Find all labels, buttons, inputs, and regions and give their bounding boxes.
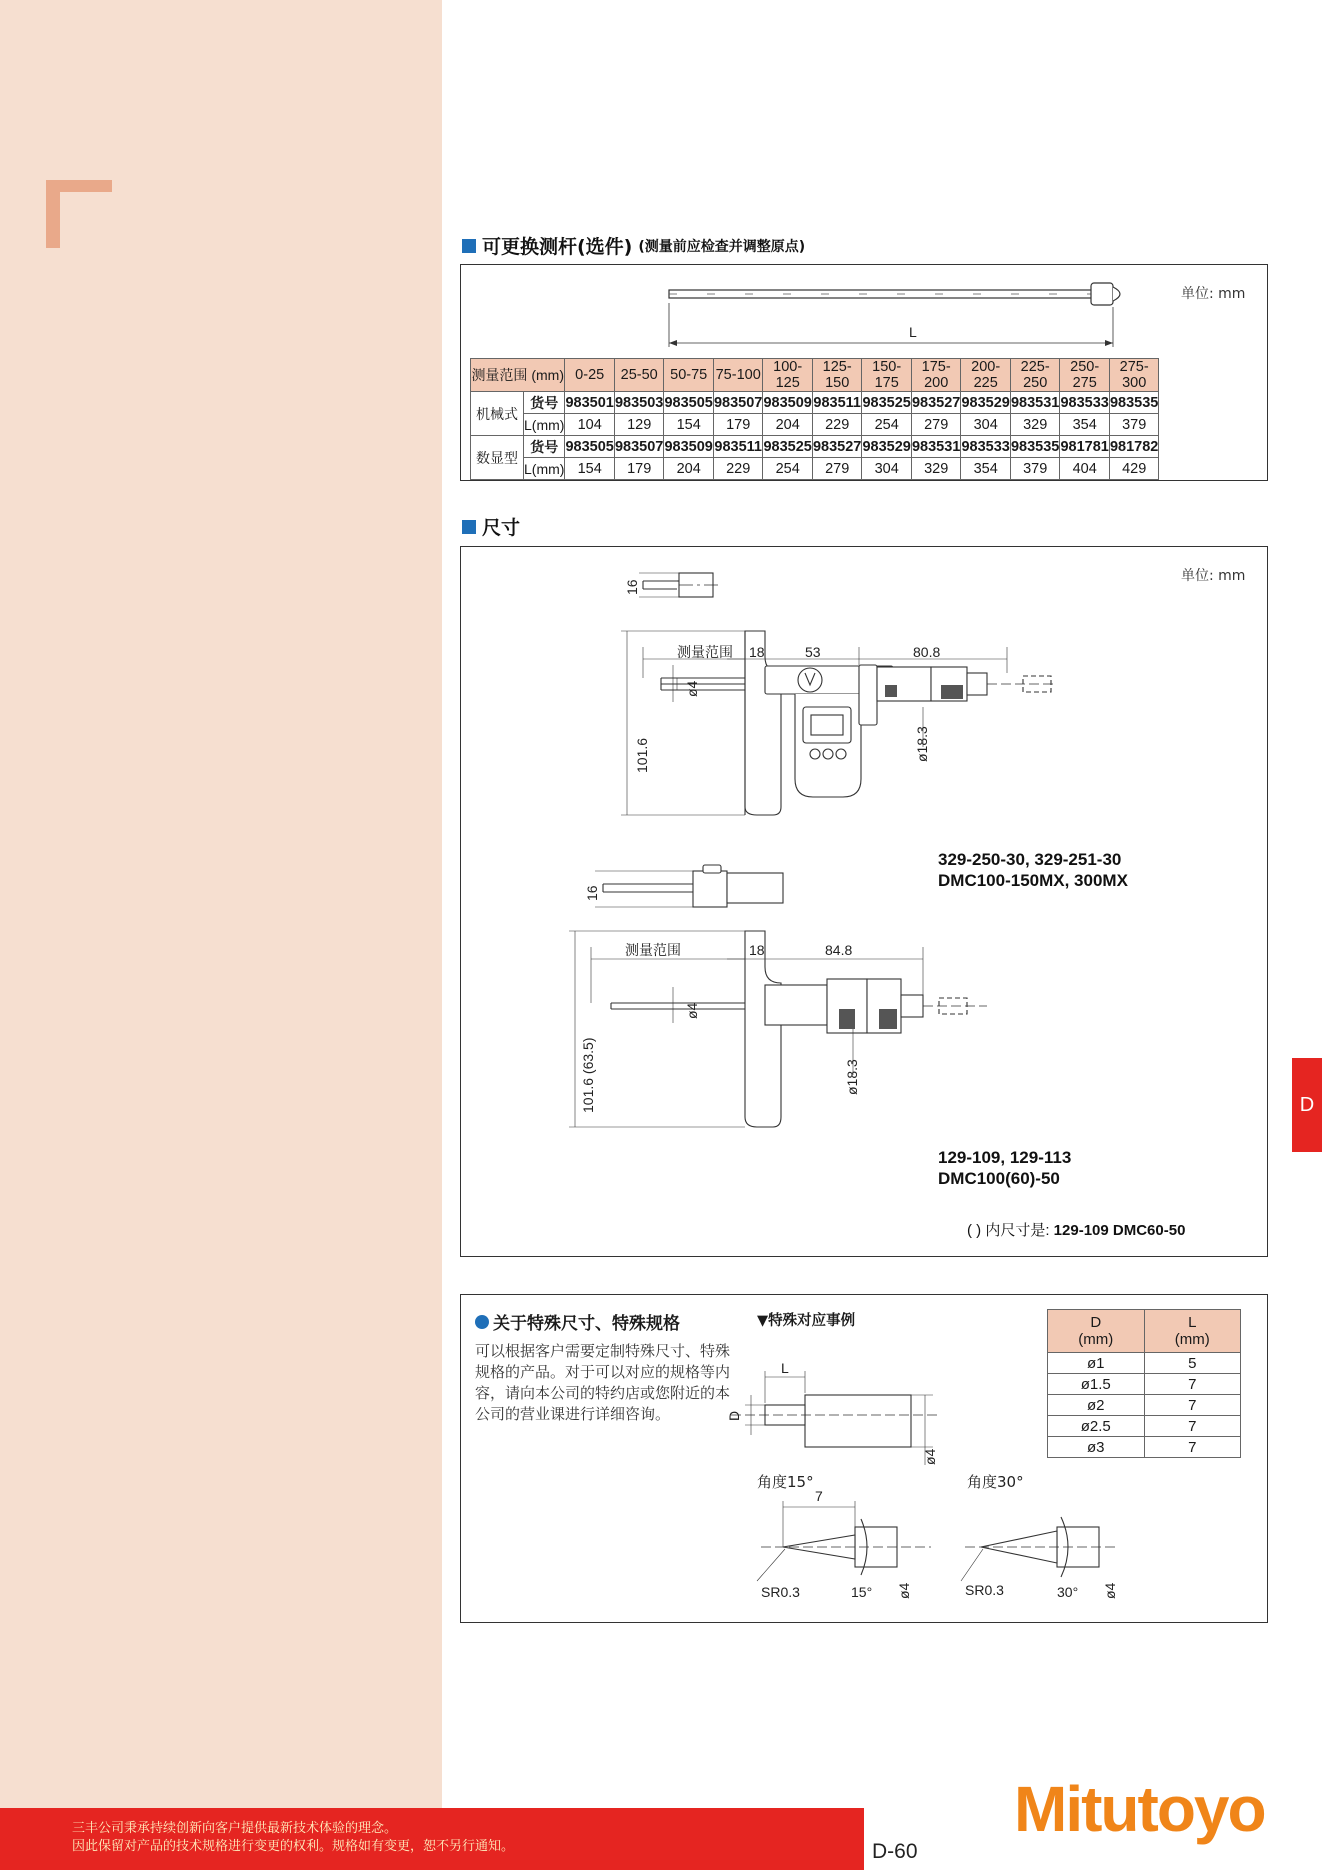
dl-row [1048, 1353, 1241, 1374]
length-cell: 354 [961, 458, 1011, 480]
range-cell: 75-100 [713, 359, 763, 392]
dl-table [1047, 1309, 1241, 1458]
dim-53: 53 [805, 644, 821, 660]
part-code-cell: 983511 [713, 436, 763, 458]
fig-sr-b: SR0.3 [965, 1582, 1004, 1598]
range-cell: 175-200 [911, 359, 961, 392]
dim-80-8: 80.8 [913, 644, 941, 660]
section-title-text: 可更换测杆(选件) [482, 236, 633, 258]
dim-phi4-b: ø4 [684, 1002, 700, 1019]
part-code-cell: 983535 [1010, 436, 1060, 458]
range-cell: 125-150 [812, 359, 862, 392]
group-name: 机械式 [471, 392, 524, 436]
length-cell: 229 [713, 458, 763, 480]
model-label-1: 329-250-30, 329-251-30 DMC100-150MX, 300MX [938, 850, 1128, 890]
unit-label: 单位: mm [1181, 286, 1246, 302]
dim-101-6-b: 101.6 (63.5) [580, 1037, 596, 1113]
dim-84-8: 84.8 [825, 942, 853, 958]
length-cell: 304 [961, 414, 1011, 436]
length-label: L(mm) [524, 458, 565, 480]
range-cell: 50-75 [664, 359, 714, 392]
dim-phi18-3-a: ø18.3 [914, 726, 930, 762]
spindle-table-box [460, 264, 1268, 481]
fig-D: D [726, 1410, 742, 1421]
length-cell: 279 [812, 458, 862, 480]
example-title: ▼特殊对应事例 [757, 1313, 856, 1329]
length-cell: 379 [1010, 458, 1060, 480]
dl-row [1048, 1437, 1241, 1458]
part-code-cell: 981781 [1060, 436, 1110, 458]
part-code-cell: 981782 [1109, 436, 1159, 458]
section-title-spindles [462, 232, 805, 259]
part-code-cell: 983527 [911, 392, 961, 414]
part-code-cell: 983527 [812, 436, 862, 458]
length-cell: 104 [565, 414, 615, 436]
part-code-cell: 983507 [713, 392, 763, 414]
square-bullet-icon [462, 520, 476, 534]
special-spec-box [460, 1294, 1268, 1623]
part-code-cell: 983529 [961, 392, 1011, 414]
range-cell: 200-225 [961, 359, 1011, 392]
fig-L: L [781, 1360, 789, 1376]
dl-cell: ø3 [1048, 1437, 1145, 1458]
code-label: 货号 [524, 436, 565, 458]
dl-row [1048, 1374, 1241, 1395]
dl-cell: ø2.5 [1048, 1416, 1145, 1437]
fig-7: 7 [815, 1488, 823, 1504]
square-bullet-icon [462, 239, 476, 253]
angle-15-label: 角度15° [757, 1473, 814, 1491]
part-code-cell: 983531 [911, 436, 961, 458]
length-cell: 204 [664, 458, 714, 480]
length-cell: 304 [862, 458, 912, 480]
length-cell: 329 [1010, 414, 1060, 436]
part-code-cell: 983503 [614, 392, 664, 414]
part-code-cell: 983511 [812, 392, 862, 414]
range-cell: 225-250 [1010, 359, 1060, 392]
range-cell: 25-50 [614, 359, 664, 392]
length-cell: 379 [1109, 414, 1159, 436]
part-code-cell: 983501 [565, 392, 615, 414]
dimension-drawing [461, 547, 1267, 1256]
dim-101-6-a: 101.6 [634, 737, 650, 773]
section-title-dimensions [462, 513, 520, 540]
part-code-cell: 983509 [763, 392, 813, 414]
length-cell: 154 [565, 458, 615, 480]
range-cell: 275-300 [1109, 359, 1159, 392]
corner-bracket-mark [46, 180, 112, 248]
fig-15: 15° [851, 1584, 873, 1600]
dimension-box [460, 546, 1268, 1257]
dl-cell: 7 [1144, 1416, 1241, 1437]
dim-phi18-3-b: ø18.3 [844, 1059, 860, 1095]
length-cell: 179 [713, 414, 763, 436]
length-label: L(mm) [524, 414, 565, 436]
part-code-cell: 983509 [664, 436, 714, 458]
length-cell: 279 [911, 414, 961, 436]
dimension-footnote: ( ) 内尺寸是: 129-109 DMC60-50 [967, 1222, 1186, 1239]
spindle-drawing [461, 265, 1267, 355]
length-cell: 354 [1060, 414, 1110, 436]
dl-row [1048, 1416, 1241, 1437]
range-cell: 100-125 [763, 359, 813, 392]
length-cell: 254 [763, 458, 813, 480]
dim-range-a: 测量范围 [677, 644, 733, 660]
dl-header-cell: L (mm) [1144, 1310, 1241, 1353]
dim-18-b: 18 [749, 942, 765, 958]
dl-row [1048, 1395, 1241, 1416]
dim-18-a: 18 [749, 644, 765, 660]
part-code-cell: 983529 [862, 436, 912, 458]
chapter-tab-d: D [1292, 1058, 1322, 1152]
mitutoyo-logo: Mitutoyo [1014, 1773, 1265, 1845]
dim-range-b: 测量范围 [625, 942, 681, 958]
unit-label: 单位: mm [1181, 568, 1246, 584]
fig-30: 30° [1057, 1584, 1079, 1600]
part-code-cell: 983535 [1109, 392, 1159, 414]
length-cell: 254 [862, 414, 912, 436]
fig-phi4-a: ø4 [922, 1448, 938, 1465]
special-title: 关于特殊尺寸、特殊规格 [475, 1309, 680, 1334]
section-note: (测量前应检查并调整原点) [638, 238, 806, 255]
footer-disclaimer: 三丰公司秉承持续创新向客户提供最新技术体验的理念。 因此保留对产品的技术规格进行变更的权利。规格如有变更，恕不另行通知。 [72, 1821, 515, 1854]
part-code-cell: 983505 [664, 392, 714, 414]
range-header: 测量范围 (mm) [471, 359, 565, 392]
group-name: 数显型 [471, 436, 524, 480]
dim-16-a: 16 [624, 579, 640, 595]
length-cell: 204 [763, 414, 813, 436]
section-title-text: 尺寸 [482, 517, 521, 539]
length-cell: 179 [614, 458, 664, 480]
model-label-2: 129-109, 129-113 DMC100(60)-50 [938, 1148, 1072, 1188]
side-band [0, 0, 442, 1808]
special-description: 可以根据客户需要定制特殊尺寸、特殊规格的产品。对于可以对应的规格等内容，请向本公司的特约店或您附近的本公司的营业课进行详细咨询。 [475, 1342, 731, 1423]
dl-header-cell: D (mm) [1048, 1310, 1145, 1353]
range-cell: 250-275 [1060, 359, 1110, 392]
dl-cell: 7 [1144, 1374, 1241, 1395]
dl-cell: ø2 [1048, 1395, 1145, 1416]
dim-16-b: 16 [584, 885, 600, 901]
dl-cell: 7 [1144, 1395, 1241, 1416]
dl-cell: ø1.5 [1048, 1374, 1145, 1395]
angle-30-label: 角度30° [967, 1473, 1024, 1491]
dim-phi4-a: ø4 [684, 680, 700, 697]
range-cell: 150-175 [862, 359, 912, 392]
dl-cell: 7 [1144, 1437, 1241, 1458]
fig-phi4-c: ø4 [1102, 1582, 1118, 1599]
fig-sr-a: SR0.3 [761, 1584, 800, 1600]
part-code-cell: 983533 [961, 436, 1011, 458]
part-code-cell: 983531 [1010, 392, 1060, 414]
spindle-table [470, 358, 1159, 480]
range-cell: 0-25 [565, 359, 615, 392]
length-cell: 129 [614, 414, 664, 436]
length-cell: 404 [1060, 458, 1110, 480]
page-number: D-60 [872, 1840, 918, 1863]
fig-phi4-b: ø4 [896, 1582, 912, 1599]
dim-L: L [909, 324, 917, 340]
dl-cell: 5 [1144, 1353, 1241, 1374]
part-code-cell: 983525 [862, 392, 912, 414]
dl-cell: ø1 [1048, 1353, 1145, 1374]
length-cell: 329 [911, 458, 961, 480]
code-label: 货号 [524, 392, 565, 414]
part-code-cell: 983525 [763, 436, 813, 458]
part-code-cell: 983533 [1060, 392, 1110, 414]
length-cell: 229 [812, 414, 862, 436]
part-code-cell: 983507 [614, 436, 664, 458]
length-cell: 154 [664, 414, 714, 436]
part-code-cell: 983505 [565, 436, 615, 458]
length-cell: 429 [1109, 458, 1159, 480]
